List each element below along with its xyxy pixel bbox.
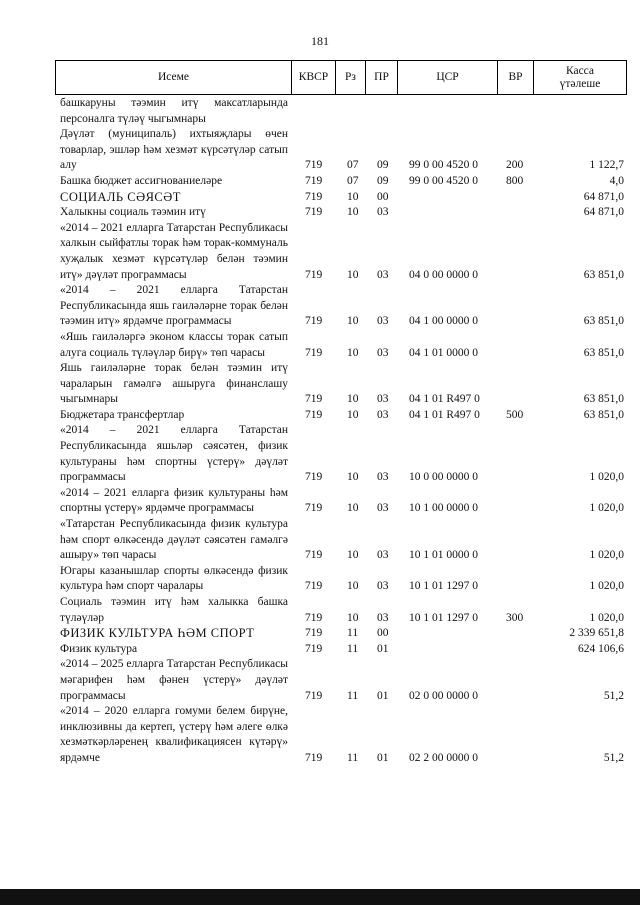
row-rz: 11 [347, 751, 359, 764]
row-sum: 624 106,6 [578, 642, 624, 655]
row-rz: 10 [347, 190, 359, 203]
row-kvsr: 719 [305, 393, 323, 406]
row-sum: 1 020,0 [589, 611, 624, 624]
table-row [55, 205, 627, 221]
row-csr: 99 0 00 4520 0 [409, 159, 478, 172]
row-name: башкаруны тәэмин итү максатларында персоналга түләү чыгымнары [60, 97, 288, 125]
row-name: Халыкны социаль тәэмин итү [60, 206, 206, 219]
row-name: «2014 – 2021 елларга Татарстан Республикасында яшьләр сәясәтен, физик культураны һәм спортны үстерү» дәүләт программасы [60, 424, 288, 484]
row-sum: 2 339 651,8 [569, 627, 624, 640]
table-row [55, 423, 627, 485]
row-name: «Татарстан Республикасында физик культура һәм спорт өлкәсендә дәүләт сәясәтен гамәлгә ашыру» төп чарасы [60, 518, 288, 562]
row-kvsr: 719 [305, 627, 323, 640]
table-row [55, 595, 627, 626]
row-sum: 63 851,0 [583, 268, 624, 281]
row-name: ФИЗИК КУЛЬТУРА ҺӘМ СПОРТ [60, 626, 255, 641]
row-name: «2014 – 2020 елларга гомуми белем бирүне, инклюзивны да кертеп, үстерү һәм әлеге өлкә хезмәткәрләренең квалификациясен күтәрү» ярдәмче [60, 705, 288, 764]
row-kvsr: 719 [305, 751, 323, 764]
row-vr: 200 [506, 159, 524, 172]
row-sum: 63 851,0 [583, 393, 624, 406]
row-kvsr: 719 [305, 159, 323, 172]
row-name: Бюджетара трансфертлар [60, 408, 185, 421]
row-name: Социаль тәэмин итү һәм халыкка башка түләүләр [60, 596, 288, 624]
row-csr: 04 1 00 0000 0 [409, 315, 478, 328]
header-name: Исеме [55, 60, 292, 95]
row-rz: 10 [347, 393, 359, 406]
row-kvsr: 719 [305, 689, 323, 702]
row-rz: 11 [347, 642, 359, 655]
table-row [55, 486, 627, 517]
row-rz: 10 [347, 206, 359, 219]
row-pr: 03 [377, 315, 389, 328]
row-kvsr: 719 [305, 346, 323, 359]
row-kvsr: 719 [305, 206, 323, 219]
row-pr: 03 [377, 580, 389, 593]
table-body [55, 96, 627, 767]
row-name: «2014 – 2021 елларга физик культураны һәм спортны үстерү» ярдәмче программасы [60, 486, 288, 515]
header-kassa-label: Касса үтәлеше [559, 64, 601, 90]
table-row [55, 330, 627, 361]
table-row [55, 517, 627, 564]
row-csr: 04 1 01 R497 0 [409, 408, 480, 421]
table-row [55, 408, 627, 424]
table-row [55, 221, 627, 283]
header-pr: ПР [365, 60, 398, 95]
row-rz: 10 [347, 346, 359, 359]
row-rz: 10 [347, 549, 359, 562]
row-csr: 02 0 00 0000 0 [409, 689, 478, 702]
row-name: Югары казанышлар спорты өлкәсендә физик культура һәм спорт чаралары [60, 564, 288, 593]
row-sum: 64 871,0 [583, 190, 624, 203]
row-pr: 03 [377, 549, 389, 562]
row-sum: 63 851,0 [583, 408, 624, 421]
row-name: СОЦИАЛЬ СӘЯСӘТ [60, 189, 181, 204]
row-name: «2014 – 2025 елларга Татарстан Республикасы мәгарифен һәм фәнен үстерү» дәүләт программасы [60, 658, 288, 702]
row-rz: 10 [347, 315, 359, 328]
row-sum: 4,0 [609, 174, 624, 187]
header-csr: ЦСР [397, 60, 498, 95]
table-header [55, 60, 627, 96]
row-rz: 10 [347, 502, 359, 515]
row-kvsr: 719 [305, 190, 323, 203]
row-pr: 00 [377, 627, 389, 640]
table-row [55, 361, 627, 408]
row-csr: 10 0 00 0000 0 [409, 471, 478, 484]
row-pr: 09 [377, 159, 389, 172]
page-number: 181 [311, 34, 329, 48]
row-pr: 01 [377, 751, 389, 764]
row-sum: 1 020,0 [589, 580, 624, 593]
row-pr: 00 [377, 190, 389, 203]
table-row [55, 190, 627, 206]
scan-bottom-edge [0, 889, 640, 905]
table-row [55, 642, 627, 658]
row-rz: 07 [347, 159, 359, 172]
row-sum: 51,2 [603, 689, 624, 702]
row-pr: 03 [377, 346, 389, 359]
row-rz: 10 [347, 408, 359, 421]
table-row [55, 564, 627, 595]
table-row [55, 174, 627, 190]
row-sum: 63 851,0 [583, 346, 624, 359]
row-pr: 03 [377, 268, 389, 281]
row-sum: 64 871,0 [583, 206, 624, 219]
row-pr: 01 [377, 642, 389, 655]
row-name: «Яшь гаиләләргә эконом классы торак сатып алуга социаль түләүләр бирү» төп чарасы [60, 330, 288, 359]
row-sum: 1 020,0 [589, 502, 624, 515]
row-pr: 03 [377, 206, 389, 219]
row-kvsr: 719 [305, 549, 323, 562]
row-pr: 03 [377, 471, 389, 484]
row-csr: 10 1 01 1297 0 [409, 580, 478, 593]
row-pr: 03 [377, 502, 389, 515]
row-kvsr: 719 [305, 611, 323, 624]
row-name: Яшь гаиләләрне торак белән тәэмин итү чараларын гамәлгә ашыруга финанслашу чыгымнары [60, 362, 288, 406]
row-rz: 11 [347, 689, 359, 702]
row-vr: 300 [506, 611, 524, 624]
table-row [55, 704, 627, 766]
row-sum: 51,2 [603, 751, 624, 764]
row-name: «2014 – 2021 елларга Татарстан Республикасы халкын сыйфатлы торак һәм торак-коммуналь хуҗалык хезмәт күрсәтүләр белән тәэмин итү» дәүләт программасы [60, 221, 288, 281]
row-pr: 09 [377, 174, 389, 187]
row-pr: 03 [377, 408, 389, 421]
row-csr: 99 0 00 4520 0 [409, 174, 478, 187]
row-rz: 11 [347, 627, 359, 640]
header-kassa [533, 60, 627, 95]
row-rz: 10 [347, 471, 359, 484]
header-vr: ВР [497, 60, 534, 95]
row-name: Дәүләт (муниципаль) ихтыяҗлары өчен товарлар, эшләр һәм хезмәт күрсәтүләр сатып алу [60, 128, 288, 172]
header-rz: Рз [335, 60, 366, 95]
table-row [55, 657, 627, 704]
row-kvsr: 719 [305, 315, 323, 328]
table-row [55, 626, 627, 642]
row-csr: 10 1 01 0000 0 [409, 549, 478, 562]
row-csr: 10 1 01 1297 0 [409, 611, 478, 624]
row-kvsr: 719 [305, 471, 323, 484]
row-sum: 1 020,0 [589, 471, 624, 484]
row-pr: 03 [377, 611, 389, 624]
row-sum: 63 851,0 [583, 315, 624, 328]
row-kvsr: 719 [305, 174, 323, 187]
row-rz: 10 [347, 580, 359, 593]
table-row [55, 127, 627, 174]
row-sum: 1 122,7 [589, 159, 624, 172]
row-csr: 04 1 01 R497 0 [409, 393, 480, 406]
row-rz: 10 [347, 611, 359, 624]
row-rz: 07 [347, 174, 359, 187]
row-name: Физик культура [60, 642, 138, 655]
row-kvsr: 719 [305, 502, 323, 515]
row-vr: 500 [506, 408, 524, 421]
row-csr: 04 1 01 0000 0 [409, 346, 478, 359]
row-kvsr: 719 [305, 268, 323, 281]
row-name: Башка бюджет ассигнованиеләре [60, 174, 223, 187]
row-sum: 1 020,0 [589, 549, 624, 562]
table-row [55, 283, 627, 330]
row-vr: 800 [506, 174, 524, 187]
row-pr: 01 [377, 689, 389, 702]
row-csr: 02 2 00 0000 0 [409, 751, 478, 764]
row-rz: 10 [347, 268, 359, 281]
row-kvsr: 719 [305, 642, 323, 655]
row-pr: 03 [377, 393, 389, 406]
row-name: «2014 – 2021 елларга Татарстан Республикасында яшь гаиләләрне торак белән тәэмин итү» ярдәмче программасы [60, 284, 288, 328]
row-kvsr: 719 [305, 580, 323, 593]
row-csr: 04 0 00 0000 0 [409, 268, 478, 281]
row-csr: 10 1 00 0000 0 [409, 502, 478, 515]
row-kvsr: 719 [305, 408, 323, 421]
header-kvsr: КВСР [291, 60, 336, 95]
table-row [55, 96, 627, 127]
